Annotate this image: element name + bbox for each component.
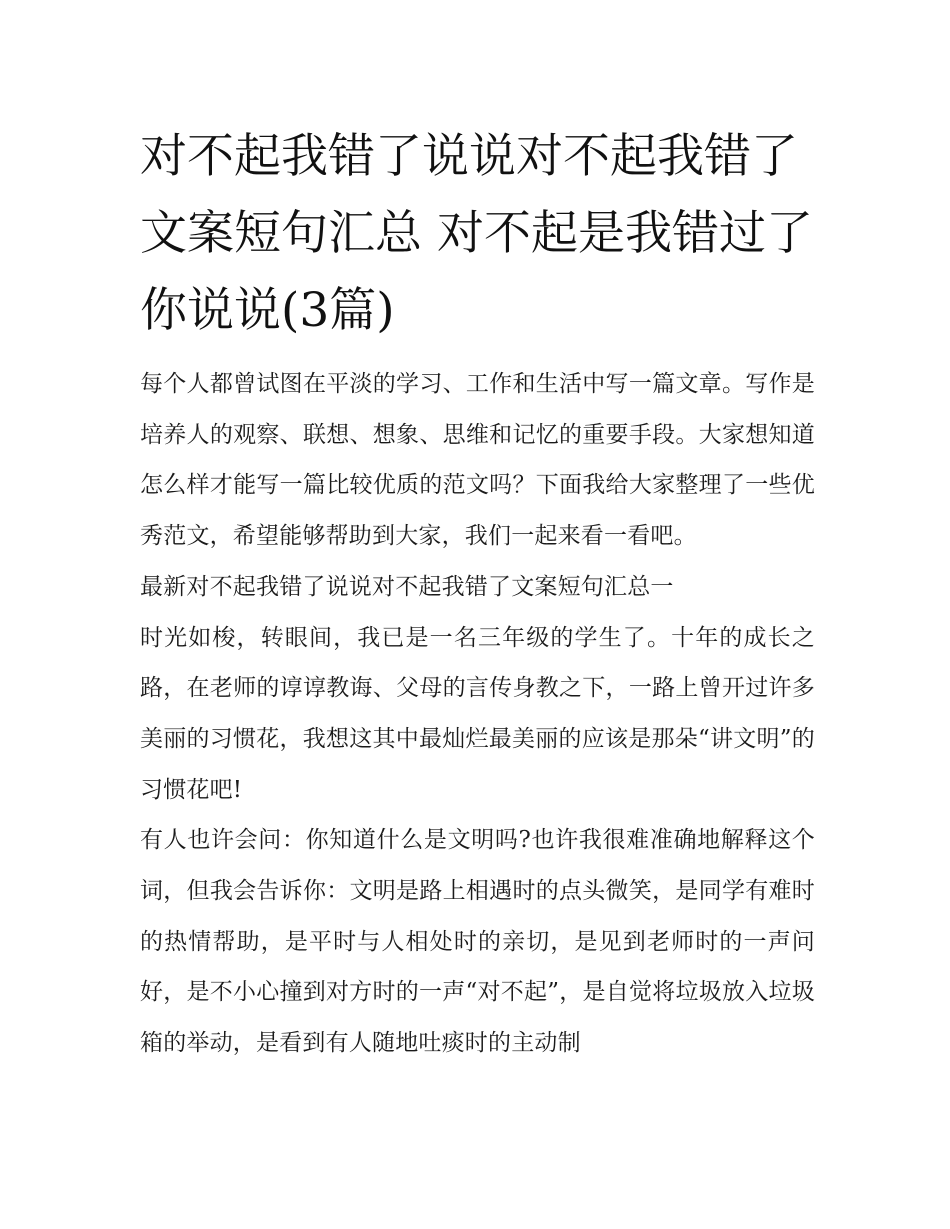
document-body — [140, 118, 815, 1069]
body-paragraph: 时光如梭，转眼间，我已是一名三年级的学生了。十年的成长之路，在老师的谆谆教诲、父母的言传身教之下，一路上曾开过许多美丽的习惯花，我想这其中最灿烂最美丽的应该是那朵“讲文明”的习惯花吧! — [140, 624, 815, 803]
section-heading: 最新对不起我错了说说对不起我错了文案短句汇总一 — [140, 573, 674, 600]
document-title: 对不起我错了说说对不起我错了文案短句汇总 对不起是我错过了你说说(3篇) — [140, 129, 813, 338]
body-paragraph: 有人也许会问：你知道什么是文明吗?也许我很难准确地解释这个词，但我会告诉你：文明是路上相遇时的点头微笑，是同学有难时的热情帮助，是平时与人相处时的亲切，是见到老师时的一声问好，是不小心撞到对方时的一声“对不起”，是自觉将垃圾放入垃圾箱的举动，是看到有人随地吐痰时的主动制 — [140, 827, 815, 1057]
intro-paragraph: 每个人都曾试图在平淡的学习、工作和生活中写一篇文章。写作是培养人的观察、联想、想象、思维和记忆的重要手段。大家想知道怎么样才能写一篇比较优质的范文吗？下面我给大家整理了一些优秀范文，希望能够帮助到大家，我们一起来看一看吧。 — [140, 371, 815, 550]
